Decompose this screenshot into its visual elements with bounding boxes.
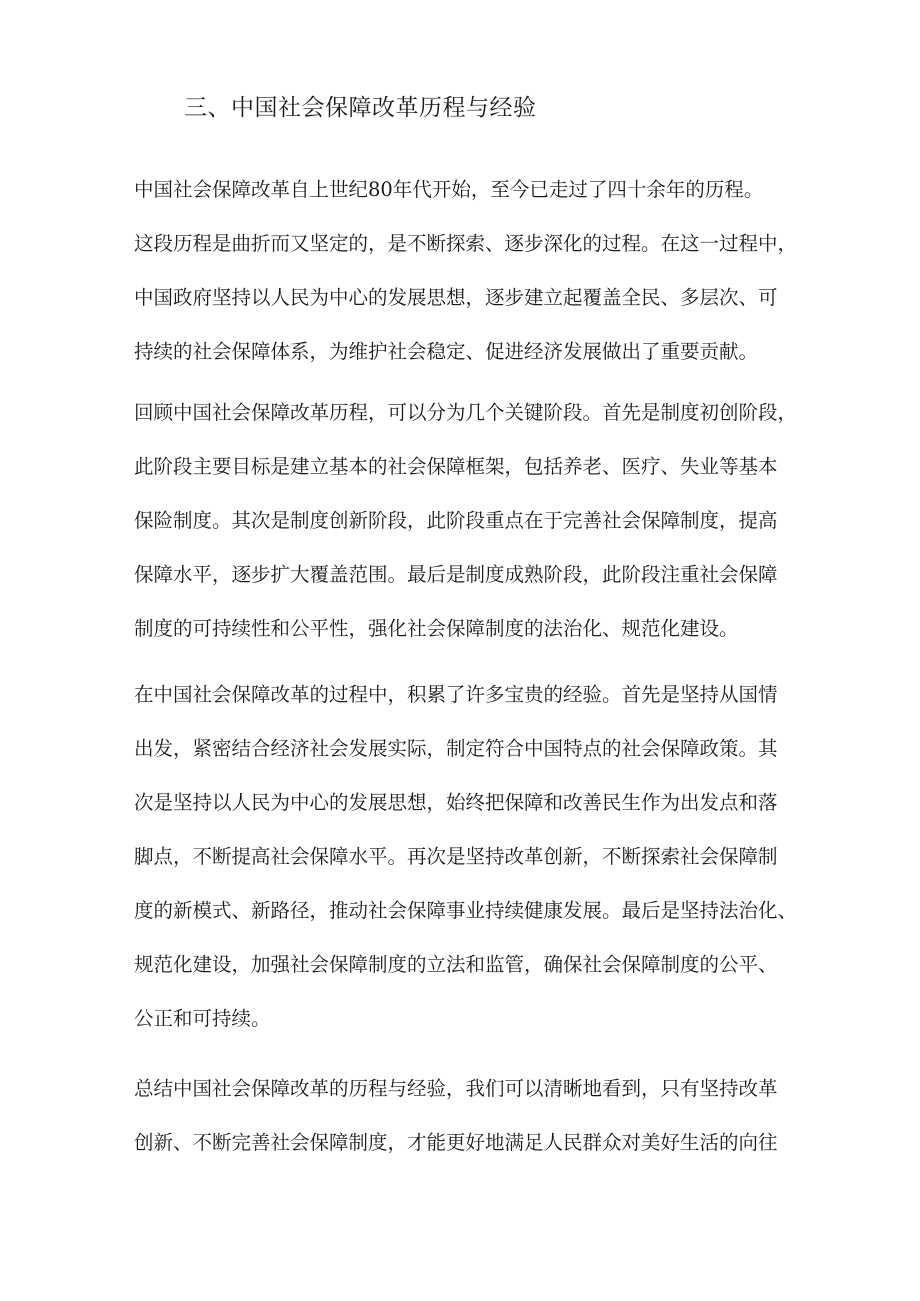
paragraph-line: 总结中国社会保障改革的历程与经验，我们可以清晰地看到，只有坚持改革 <box>134 1077 778 1100</box>
paragraph-line: 这段历程是曲折而又坚定的，是不断探索、逐步深化的过程。在这一过程中， <box>134 232 798 255</box>
paragraph-4 <box>134 1062 814 1170</box>
paragraph-line: 保险制度。其次是制度创新阶段，此阶段重点在于完善社会保障制度，提高 <box>134 509 778 532</box>
paragraph-3 <box>134 668 814 1046</box>
paragraph-line: 中国社会保障改革自上世纪80年代开始，至今已走过了四十余年的历程。 <box>134 178 764 201</box>
paragraph-line: 创新、不断完善社会保障制度，才能更好地满足人民群众对美好生活的向往 <box>134 1131 778 1154</box>
paragraph-line: 中国政府坚持以人民为中心的发展思想，逐步建立起覆盖全民、多层次、可 <box>134 286 778 309</box>
paragraph-line: 脚点，不断提高社会保障水平。再次是坚持改革创新，不断探索社会保障制 <box>134 845 778 868</box>
paragraph-line: 保障水平，逐步扩大覆盖范围。最后是制度成熟阶段，此阶段注重社会保障 <box>134 563 778 586</box>
paragraph-line: 次是坚持以人民为中心的发展思想，始终把保障和改善民生作为出发点和落 <box>134 791 778 814</box>
section-heading: 三、中国社会保障改革历程与经验 <box>184 95 537 121</box>
paragraph-line: 规范化建设，加强社会保障制度的立法和监管，确保社会保障制度的公平、 <box>134 953 778 976</box>
paragraph-line: 出发，紧密结合经济社会发展实际，制定符合中国特点的社会保障政策。其 <box>134 737 778 760</box>
paragraph-line: 制度的可持续性和公平性，强化社会保障制度的法治化、规范化建设。 <box>134 617 739 640</box>
paragraph-1 <box>134 163 814 379</box>
paragraph-2 <box>134 386 814 656</box>
paragraph-line: 公正和可持续。 <box>134 1007 271 1030</box>
paragraph-line: 持续的社会保障体系，为维护社会稳定、促进经济发展做出了重要贡献。 <box>134 340 759 363</box>
paragraph-line: 在中国社会保障改革的过程中，积累了许多宝贵的经验。首先是坚持从国情 <box>134 683 778 706</box>
paragraph-line: 此阶段主要目标是建立基本的社会保障框架，包括养老、医疗、失业等基本 <box>134 455 778 478</box>
paragraph-line: 度的新模式、新路径，推动社会保障事业持续健康发展。最后是坚持法治化、 <box>134 899 798 922</box>
paragraph-line: 回顾中国社会保障改革历程，可以分为几个关键阶段。首先是制度初创阶段， <box>134 401 798 424</box>
